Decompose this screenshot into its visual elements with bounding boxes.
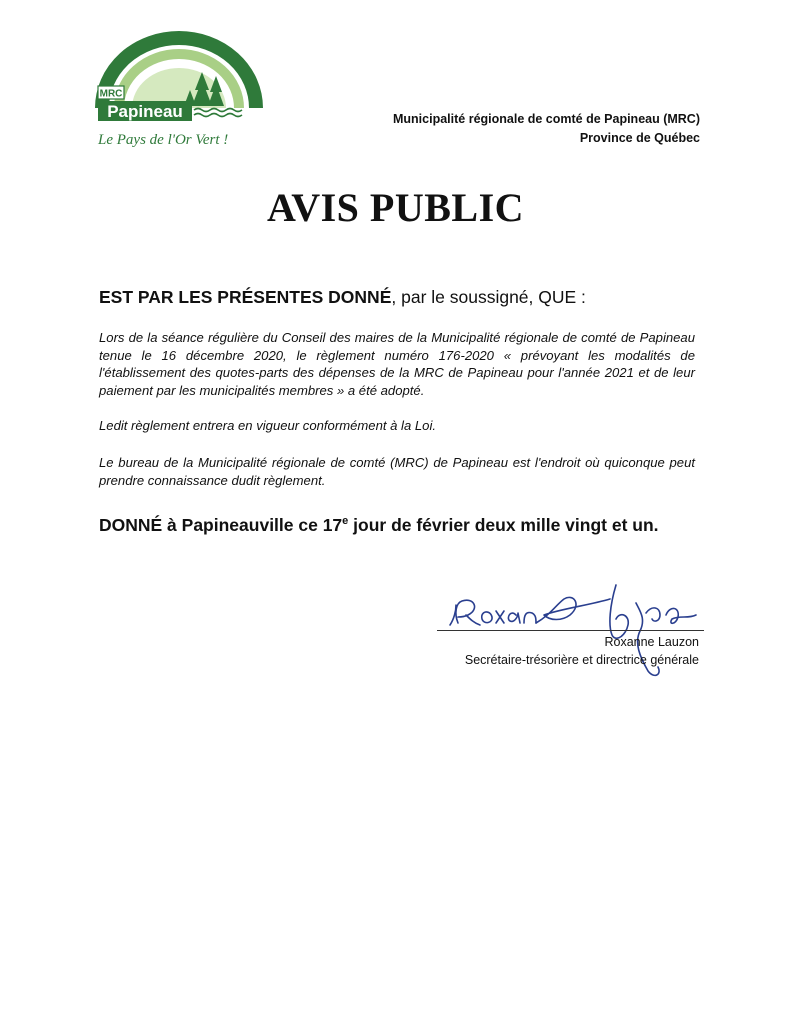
intro-rest: , par le soussigné, QUE : [391, 287, 586, 307]
intro-statement [99, 286, 586, 308]
signatory-name: Roxanne Lauzon [604, 635, 699, 649]
given-statement [99, 513, 695, 537]
org-name: Municipalité régionale de comté de Papineau (MRC) [393, 112, 700, 126]
intro-bold: EST PAR LES PRÉSENTES DONNÉ [99, 287, 392, 307]
paragraph-adoption: Lors de la séance régulière du Conseil des maires de la Municipalité régionale de comté de Papineau tenue le 16 décembre 2020, le règlement numéro 176-2020 « prévoyant les modalités de l'établissement des quotes-parts des dépenses de la MRC de Papineau pour l'année 2021 et de leur paiement par les municipalités membres » a été adopté. [99, 330, 695, 398]
logo-wave-icon [194, 109, 242, 112]
mrc-papineau-logo [92, 28, 267, 153]
logo-name: Papineau [107, 102, 183, 121]
organization-header [393, 110, 700, 148]
logo-slogan: Le Pays de l'Or Vert ! [98, 132, 229, 148]
given-after: jour de février deux mille vingt et un. [348, 515, 659, 535]
signatory-role: Secrétaire-trésorière et directrice générale [464, 653, 699, 667]
logo-graphic [92, 28, 267, 153]
given-sup: e [342, 515, 349, 528]
page-title: AVIS PUBLIC [266, 185, 525, 230]
logo-abbr: MRC [99, 88, 123, 100]
given-before: DONNÉ à Papineauville ce 17 [99, 515, 343, 535]
paragraph-consultation: Le bureau de la Municipalité régionale de comté (MRC) de Papineau est l'endroit où quiconque peut prendre connaissance dudit règlement. [99, 455, 695, 488]
paragraph-in-force: Ledit règlement entrera en vigueur conformément à la Loi. [99, 418, 436, 433]
province-name: Province de Québec [579, 131, 700, 145]
signature-line [437, 630, 704, 631]
